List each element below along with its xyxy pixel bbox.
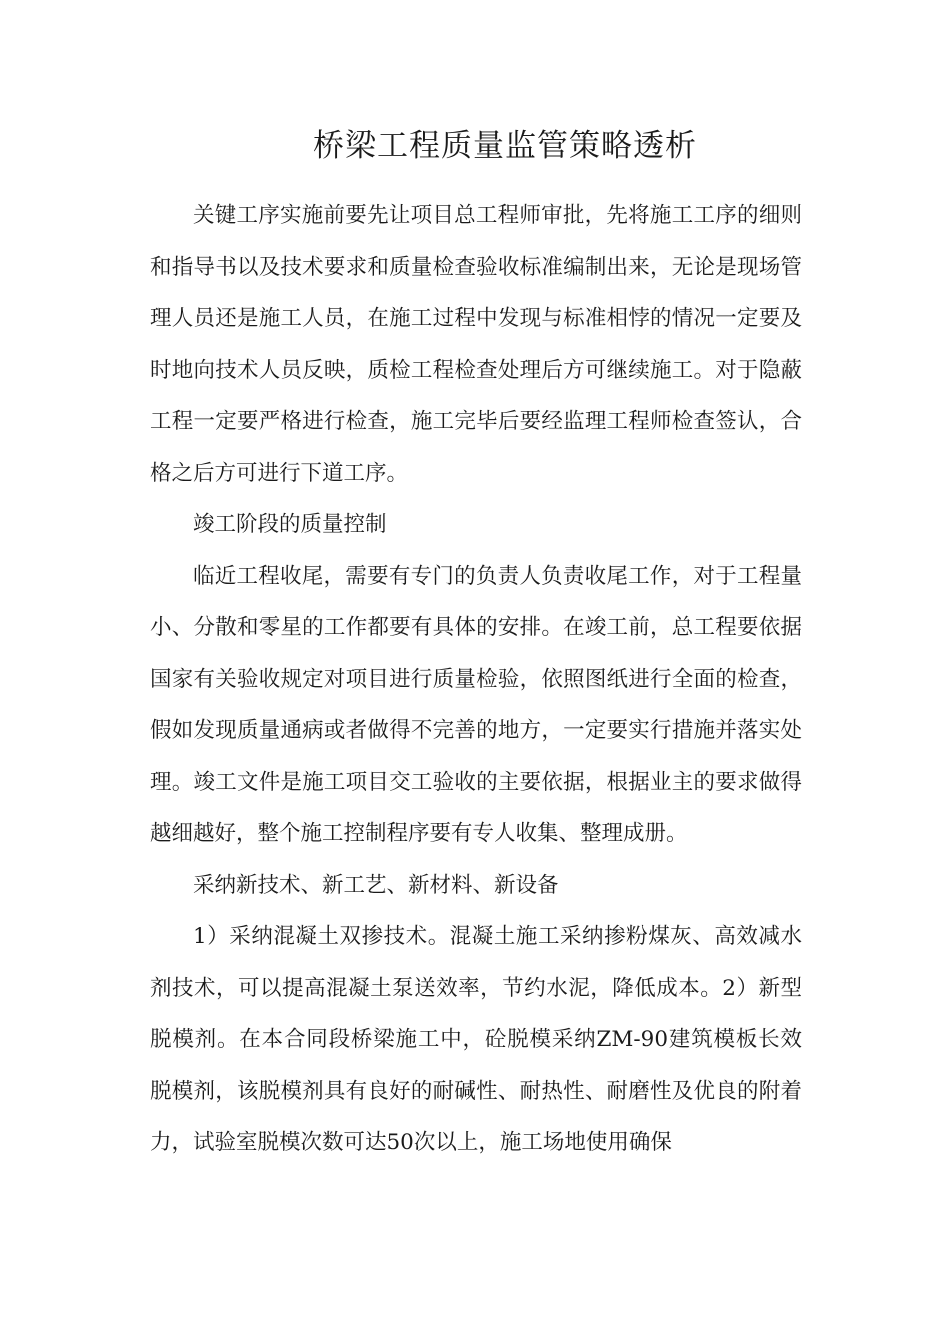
heading-new-technology: 采纳新技术、新工艺、新材料、新设备 — [193, 872, 559, 898]
paragraph-new-technology: 1）采纳混凝土双掺技术。混凝土施工采纳掺粉煤灰、高效减水剂技术，可以提高混凝土泵送效率，节约水泥，降低成本。2）新型脱模剂。在本合同段桥梁施工中，砼脱模采纳ZM-90建筑模板长效脱模剂，该脱模剂具有良好的耐碱性、耐热性、耐磨性及优良的附着力，试验室脱模次数可达50次以上，施工场地使用确保 — [150, 924, 802, 1155]
paragraph-inspection: 关键工序实施前要先让项目总工程师审批，先将施工工序的细则和指导书以及技术要求和质量检查验收标准编制出来，无论是现场管理人员还是施工人员，在施工过程中发现与标准相悖的情况一定要及时地向技术人员反映，质检工程检查处理后方可继续施工。对于隐蔽工程一定要严格进行检查，施工完毕后要经监理工程师检查签认，合格之后方可进行下道工序。 — [150, 203, 802, 486]
heading-completion-quality-control: 竣工阶段的质量控制 — [193, 512, 387, 537]
document-body — [150, 190, 802, 1169]
document-title: 桥梁工程质量监管策略透析 — [313, 128, 697, 164]
paragraph-completion: 临近工程收尾，需要有专门的负责人负责收尾工作，对于工程量小、分散和零星的工作都要有具体的安排。在竣工前，总工程要依据国家有关验收规定对项目进行质量检验，依照图纸进行全面的检查，假如发现质量通病或者做得不完善的地方，一定要实行措施并落实处理。竣工文件是施工项目交工验收的主要依据，根据业主的要求做得越细越好，整个施工控制程序要有专人收集、整理成册。 — [150, 563, 802, 846]
